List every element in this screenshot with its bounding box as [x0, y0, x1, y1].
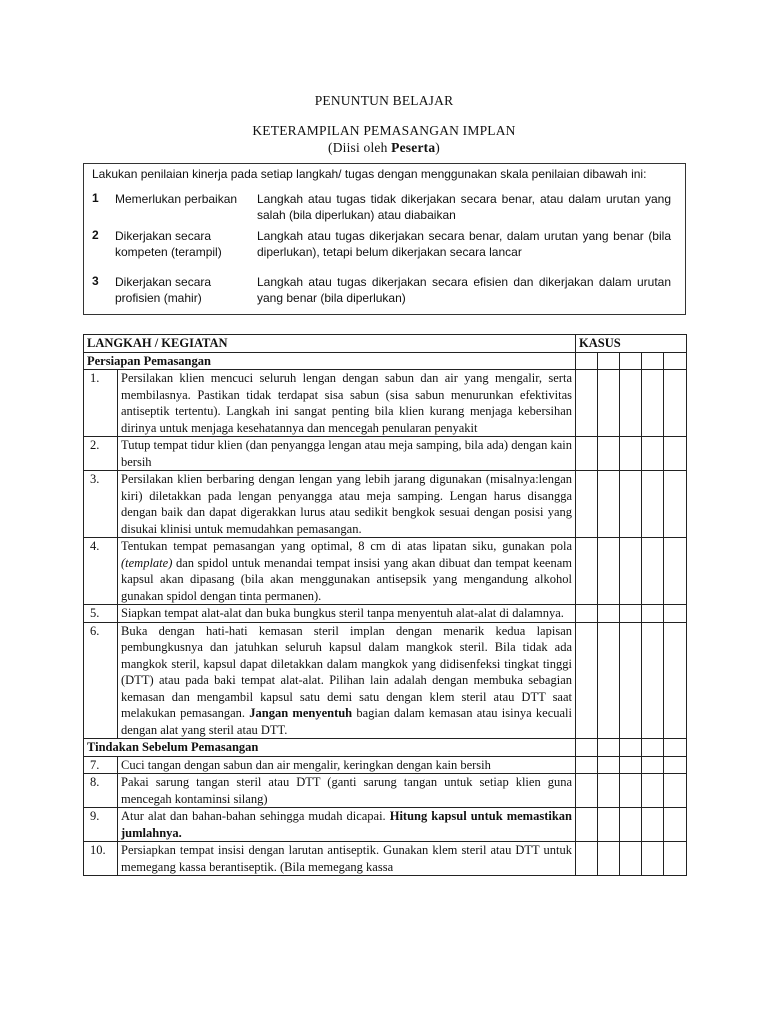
case-cell[interactable] [642, 842, 664, 876]
step-text [118, 808, 576, 842]
case-cell[interactable] [576, 437, 598, 471]
table-row [84, 808, 687, 842]
rating-scale-box [83, 163, 686, 315]
table-row [84, 370, 687, 437]
rating-number: 1 [92, 191, 99, 205]
case-cell[interactable] [576, 842, 598, 876]
case-cell[interactable] [642, 370, 664, 437]
step-text [118, 622, 576, 739]
table-row [84, 842, 687, 876]
rating-label: Memerlukan perbaikan [115, 192, 238, 206]
page-subtitle: KETERAMPILAN PEMASANGAN IMPLAN [252, 123, 516, 138]
case-cell[interactable] [620, 605, 642, 623]
step-number: 6. [84, 622, 118, 739]
step-text: Cuci tangan dengan sabun dan air mengalir, keringkan dengan kain bersih [118, 756, 576, 774]
step-text-part: dan spidol untuk menandai tempat insisi yang akan dibuat dan tempat keenam kapsul akan dipasang (bila akan menggunakan antisepsik yang mengandung alkohol gunakan spidol dengan tinta permanen). [121, 555, 572, 603]
case-cell[interactable] [576, 538, 598, 605]
case-cell[interactable] [576, 739, 598, 757]
filled-by-prefix: (Diisi oleh [328, 140, 392, 155]
filled-by-note [0, 140, 768, 156]
case-cell[interactable] [620, 842, 642, 876]
case-cell[interactable] [664, 756, 687, 774]
step-text [118, 538, 576, 605]
step-text: Pakai sarung tangan steril atau DTT (ganti sarung tangan untuk setiap klien guna mencegah kontaminsi silang) [118, 774, 576, 808]
step-number: 4. [84, 538, 118, 605]
rating-label: Dikerjakan secara profisien (mahir) [115, 275, 212, 305]
case-cell[interactable] [642, 352, 664, 370]
rating-description: Langkah atau tugas dikerjakan secara efisien dan dikerjakan dalam urutan yang benar (bila diperlukan) [257, 275, 671, 305]
section-row [84, 739, 687, 757]
case-cell[interactable] [576, 808, 598, 842]
case-cell[interactable] [664, 605, 687, 623]
rating-label: Dikerjakan secara kompeten (terampil) [115, 229, 222, 259]
rating-description: Langkah atau tugas dikerjakan secara benar, dalam urutan yang benar (bila diperlukan), tetapi belum dikerjakan secara lancar [257, 229, 671, 259]
case-cell[interactable] [576, 605, 598, 623]
table-row [84, 538, 687, 605]
case-cell[interactable] [664, 774, 687, 808]
section-title: Tindakan Sebelum Pemasangan [84, 739, 576, 757]
column-header-step: LANGKAH / KEGIATAN [84, 335, 576, 353]
table-row [84, 756, 687, 774]
case-cell[interactable] [664, 370, 687, 437]
table-row [84, 622, 687, 739]
case-cell[interactable] [598, 739, 620, 757]
case-cell[interactable] [598, 774, 620, 808]
step-text: Tutup tempat tidur klien (dan penyangga lengan atau meja samping, bila ada) dengan kain bersih [118, 437, 576, 471]
step-number: 8. [84, 774, 118, 808]
case-cell[interactable] [664, 471, 687, 538]
step-number: 5. [84, 605, 118, 623]
step-number: 3. [84, 471, 118, 538]
step-text: Persilakan klien mencuci seluruh lengan dengan sabun dan air yang mengalir, serta membilasnya. Pastikan tidak terdapat sisa sabun (sisa sabun menurunkan efektivitas antiseptik tertentu). Langkah ini sangat penting bila klien kurang menjaga kebersihan dirinya untuk menjaga kesehatannya dan mencegah penularan penyakit [118, 370, 576, 437]
case-cell[interactable] [664, 622, 687, 739]
case-cell[interactable] [598, 756, 620, 774]
case-cell[interactable] [620, 756, 642, 774]
case-cell[interactable] [642, 605, 664, 623]
step-text: Persilakan klien berbaring dengan lengan yang lebih jarang digunakan (misalnya:lengan kiri) diletakkan pada lengan penyangga atau meja samping. Lengan harus disangga dengan baik dan dapat digerakkan lurus atau sedikit bengkok sesuai dengan posisi yang disukai klinisi untuk memudahkan pemasangan. [118, 471, 576, 538]
case-cell[interactable] [642, 808, 664, 842]
case-cell[interactable] [598, 808, 620, 842]
case-cell[interactable] [620, 739, 642, 757]
case-cell[interactable] [598, 622, 620, 739]
step-text-bold: Hitung kapsul untuk memastikan jumlahnya. [121, 809, 573, 840]
column-header-case: KASUS [576, 335, 687, 353]
case-cell[interactable] [642, 774, 664, 808]
case-cell[interactable] [620, 622, 642, 739]
case-cell[interactable] [576, 370, 598, 437]
page-title: PENUNTUN BELAJAR [314, 93, 454, 108]
case-cell[interactable] [664, 808, 687, 842]
case-cell[interactable] [620, 370, 642, 437]
case-cell[interactable] [576, 774, 598, 808]
step-text: Siapkan tempat alat-alat dan buka bungkus steril tanpa menyentuh alat-alat di dalamnya. [118, 605, 576, 623]
case-cell[interactable] [664, 437, 687, 471]
case-cell[interactable] [664, 739, 687, 757]
case-cell[interactable] [576, 352, 598, 370]
case-cell[interactable] [598, 538, 620, 605]
case-cell[interactable] [576, 756, 598, 774]
case-cell[interactable] [642, 756, 664, 774]
case-cell[interactable] [620, 471, 642, 538]
case-cell[interactable] [598, 370, 620, 437]
case-cell[interactable] [642, 739, 664, 757]
case-cell[interactable] [664, 352, 687, 370]
case-cell[interactable] [642, 538, 664, 605]
case-cell[interactable] [620, 774, 642, 808]
case-cell[interactable] [642, 471, 664, 538]
case-cell[interactable] [598, 471, 620, 538]
step-number: 7. [84, 756, 118, 774]
table-row [84, 605, 687, 623]
step-text-part: Buka dengan hati-hati kemasan steril implan dengan menarik kedua lapisan pembungkusnya dan jatuhkan seluruh kapsul dalam mangkok steril. Bila tidak ada mangkok steril, kapsul dapat diletakkan dalam mangkok yang didisenfeksi tingkat tinggi (DTT) atau pada baki tempat alat-alat. Pilihan lain adalah dengan membuka sebagian kemasan dan mengambil kapsul satu demi satu dengan klem steril atau DTT saat melakukan pemasangan. [121, 623, 572, 720]
step-text-italic: (template) [121, 555, 173, 570]
rating-number: 3 [92, 274, 99, 288]
step-text-part: Tentukan tempat pemasangan yang optimal, 8 cm di atas lipatan siku, gunakan pola [121, 539, 572, 553]
step-text: Persiapkan tempat insisi dengan larutan antiseptik. Gunakan klem steril atau DTT untuk memegang kassa berantiseptik. (Bila memegang kassa [118, 842, 576, 876]
checklist-table [83, 334, 687, 876]
step-text-part: bagian dalam kemasan atau isinya kecuali dengan alat yang steril atau DTT. [121, 706, 572, 737]
filled-by-suffix: ) [435, 140, 440, 155]
rating-number: 2 [92, 228, 99, 242]
case-cell[interactable] [620, 437, 642, 471]
case-cell[interactable] [598, 842, 620, 876]
step-text-bold: Jangan menyentuh [249, 706, 353, 720]
table-header-row [84, 335, 687, 353]
rating-description: Langkah atau tugas tidak dikerjakan secara benar, atau dalam urutan yang salah (bila diperlukan) atau diabaikan [257, 192, 671, 222]
step-text-part: Atur alat dan bahan-bahan sehingga mudah dicapai. [121, 809, 390, 823]
rating-scale-intro: Lakukan penilaian kinerja pada setiap langkah/ tugas dengan menggunakan skala penilaian dibawah ini: [92, 167, 647, 181]
section-row [84, 352, 687, 370]
case-cell[interactable] [664, 842, 687, 876]
step-number: 1. [84, 370, 118, 437]
table-row [84, 774, 687, 808]
step-number: 9. [84, 808, 118, 842]
case-cell[interactable] [620, 538, 642, 605]
filled-by-role: Peserta [391, 140, 436, 155]
step-number: 10. [84, 842, 118, 876]
case-cell[interactable] [664, 538, 687, 605]
table-row [84, 471, 687, 538]
case-cell[interactable] [620, 808, 642, 842]
case-cell[interactable] [642, 622, 664, 739]
case-cell[interactable] [598, 605, 620, 623]
case-cell[interactable] [598, 352, 620, 370]
case-cell[interactable] [576, 471, 598, 538]
case-cell[interactable] [620, 352, 642, 370]
case-cell[interactable] [642, 437, 664, 471]
case-cell[interactable] [576, 622, 598, 739]
step-number: 2. [84, 437, 118, 471]
case-cell[interactable] [598, 437, 620, 471]
table-row [84, 437, 687, 471]
section-title: Persiapan Pemasangan [84, 352, 576, 370]
